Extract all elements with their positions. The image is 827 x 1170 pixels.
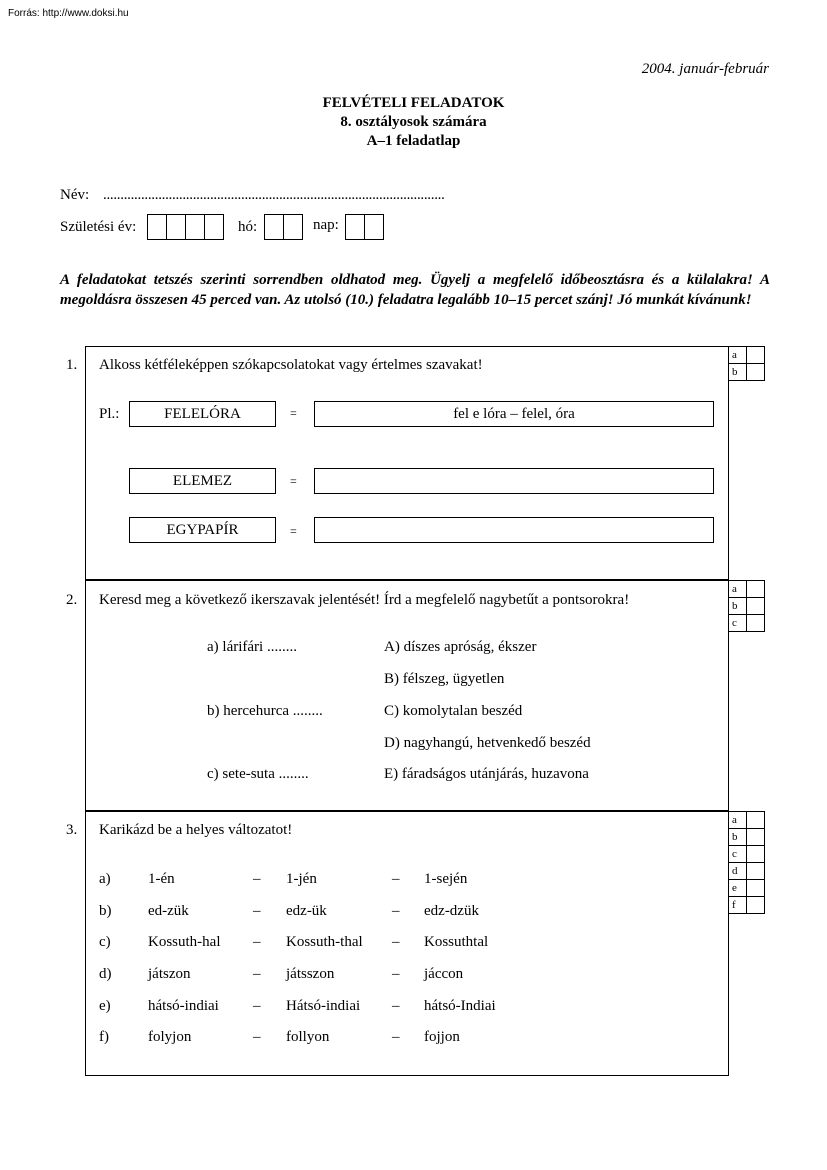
source-label: Forrás: http://www.doksi.hu	[8, 8, 129, 19]
title-block	[0, 94, 827, 151]
variant-option[interactable]: Kossuthtal	[424, 934, 489, 950]
score-label: d	[728, 862, 747, 880]
twin-word-b: b) hercehurca ........	[207, 703, 323, 719]
row-letter: e)	[99, 998, 111, 1014]
task-1-prompt: Alkoss kétféleképpen szókapcsolatokat vagy értelmes szavakat!	[99, 357, 483, 373]
answer-box: fel e lóra – felel, óra	[314, 401, 714, 427]
score-label: a	[728, 811, 747, 829]
page-subtitle: 8. osztályosok számára	[340, 114, 487, 130]
variant-option[interactable]: 1-sején	[424, 871, 468, 887]
meaning-option: D) nagyhangú, hetvenkedő beszéd	[384, 735, 591, 751]
variant-option[interactable]: jáccon	[424, 966, 464, 982]
variant-option[interactable]: ed-zük	[148, 903, 189, 919]
instructions: A feladatokat tetszés szerinti sorrendben oldhatod meg. Ügyelj a megfelelő időbeosztásra és a külalakra! A megoldásra összesen 45 perced van. Az utolsó (10.) feladatra legalább 10–15 percet szánj! Jó munkát kívánunk!	[60, 272, 770, 308]
row-letter: d)	[99, 966, 112, 982]
variant-option[interactable]: hátsó-Indiai	[424, 998, 496, 1014]
dash: –	[392, 966, 400, 982]
dash: –	[392, 998, 400, 1014]
task-3-score	[728, 812, 765, 914]
equals-sign: =	[290, 406, 297, 420]
name-field[interactable]: ...................................................................................................	[103, 187, 445, 203]
score-cell[interactable]	[746, 363, 765, 381]
dash: –	[392, 934, 400, 950]
meaning-option: E) fáradságos utánjárás, huzavona	[384, 766, 589, 782]
task-1-score	[728, 347, 765, 381]
score-label: c	[728, 845, 747, 863]
score-cell[interactable]	[746, 862, 765, 880]
dash: –	[253, 998, 261, 1014]
birth-year-label: Születési év:	[60, 219, 137, 235]
dash: –	[253, 966, 261, 982]
exam-date: 2004. január-február	[641, 61, 769, 77]
day-boxes[interactable]	[346, 214, 384, 240]
score-label: c	[728, 614, 747, 632]
digit-box[interactable]	[147, 214, 167, 240]
task-2-number: 2.	[66, 592, 78, 608]
example-label: Pl.:	[99, 406, 120, 422]
equals-sign: =	[290, 474, 297, 488]
score-label: b	[728, 828, 747, 846]
variant-option[interactable]: hátsó-indiai	[148, 998, 219, 1014]
digit-box[interactable]	[185, 214, 205, 240]
meaning-option: A) díszes apróság, ékszer	[384, 639, 537, 655]
row-letter: c)	[99, 934, 111, 950]
word-box: EGYPAPÍR	[129, 517, 276, 543]
word-box: FELELÓRA	[129, 401, 276, 427]
score-cell[interactable]	[746, 845, 765, 863]
variant-option[interactable]: játsszon	[286, 966, 335, 982]
answer-box[interactable]	[314, 468, 714, 494]
page-title: FELVÉTELI FELADATOK	[322, 95, 505, 111]
task-2-score	[728, 581, 765, 632]
name-label: Név:	[60, 187, 90, 203]
score-cell[interactable]	[746, 346, 765, 364]
month-boxes[interactable]	[265, 214, 303, 240]
score-cell[interactable]	[746, 811, 765, 829]
score-label: a	[728, 346, 747, 364]
task-3-prompt: Karikázd be a helyes változatot!	[99, 822, 293, 838]
score-label: b	[728, 363, 747, 381]
row-letter: b)	[99, 903, 112, 919]
digit-box[interactable]	[166, 214, 186, 240]
answer-box[interactable]	[314, 517, 714, 543]
variant-option[interactable]: 1-én	[148, 871, 175, 887]
word-box: ELEMEZ	[129, 468, 276, 494]
score-cell[interactable]	[746, 580, 765, 598]
variant-option[interactable]: folyjon	[148, 1029, 192, 1045]
digit-box[interactable]	[264, 214, 284, 240]
dash: –	[392, 871, 400, 887]
score-cell[interactable]	[746, 896, 765, 914]
variant-option[interactable]: edz-ük	[286, 903, 327, 919]
dash: –	[392, 903, 400, 919]
month-label: hó:	[238, 219, 258, 235]
score-cell[interactable]	[746, 828, 765, 846]
row-letter: a)	[99, 871, 111, 887]
variant-option[interactable]: Kossuth-hal	[148, 934, 221, 950]
variant-option[interactable]: edz-dzük	[424, 903, 479, 919]
twin-word-c: c) sete-suta ........	[207, 766, 309, 782]
variant-option[interactable]: játszon	[148, 966, 191, 982]
score-cell[interactable]	[746, 614, 765, 632]
score-label: a	[728, 580, 747, 598]
score-label: b	[728, 597, 747, 615]
digit-box[interactable]	[345, 214, 365, 240]
digit-box[interactable]	[283, 214, 303, 240]
equals-sign: =	[290, 524, 297, 538]
meaning-option: B) félszeg, ügyetlen	[384, 671, 505, 687]
score-label: e	[728, 879, 747, 897]
dash: –	[253, 871, 261, 887]
digit-box[interactable]	[364, 214, 384, 240]
score-cell[interactable]	[746, 879, 765, 897]
day-label: nap:	[313, 217, 339, 233]
variant-option[interactable]: Hátsó-indiai	[286, 998, 361, 1014]
score-cell[interactable]	[746, 597, 765, 615]
sheet-id: A–1 feladatlap	[366, 133, 461, 149]
birth-year-boxes[interactable]	[148, 214, 224, 240]
variant-option[interactable]: 1-jén	[286, 871, 317, 887]
meaning-option: C) komolytalan beszéd	[384, 703, 523, 719]
dash: –	[253, 903, 261, 919]
variant-option[interactable]: fojjon	[424, 1029, 460, 1045]
task-1-box	[85, 346, 729, 581]
dash: –	[392, 1029, 400, 1045]
row-letter: f)	[99, 1029, 109, 1045]
task-3-number: 3.	[66, 822, 78, 838]
task-2-prompt: Keresd meg a következő ikerszavak jelentését! Írd a megfelelő nagybetűt a pontsorokra!	[99, 592, 630, 608]
dash: –	[253, 1029, 261, 1045]
dash: –	[253, 934, 261, 950]
score-label: f	[728, 896, 747, 914]
digit-box[interactable]	[204, 214, 224, 240]
twin-word-a: a) lárifári ........	[207, 639, 297, 655]
task-1-number: 1.	[66, 357, 78, 373]
variant-option[interactable]: Kossuth-thal	[286, 934, 363, 950]
variant-option[interactable]: follyon	[286, 1029, 330, 1045]
